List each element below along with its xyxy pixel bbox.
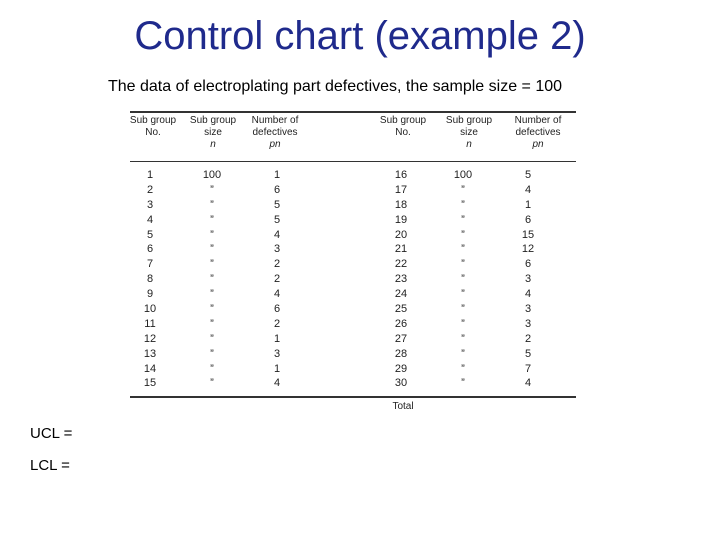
subgroup-no-cell: 7 [146, 258, 154, 271]
table-row [120, 242, 350, 257]
table-row [120, 347, 350, 362]
subgroup-size-cell: ” [210, 183, 214, 196]
table-row [371, 213, 601, 228]
subgroup-size-cell: ” [461, 213, 465, 226]
subgroup-no-cell: 27 [394, 332, 408, 345]
subgroup-no-cell: 3 [146, 198, 154, 211]
defectives-cell: 3 [524, 317, 532, 330]
subgroup-no-cell: 17 [394, 183, 408, 196]
table-row [371, 168, 601, 183]
table-left-half [120, 168, 350, 391]
table-row [120, 272, 350, 287]
subgroup-no-cell: 4 [146, 213, 154, 226]
subgroup-size-cell: ” [461, 228, 465, 241]
subgroup-size-cell: ” [210, 332, 214, 345]
defectives-cell: 4 [524, 377, 532, 390]
subgroup-no-cell: 20 [394, 228, 408, 241]
header-defectives-right: Number of defectives pn [514, 115, 562, 150]
table-row [371, 272, 601, 287]
subgroup-no-cell: 18 [394, 198, 408, 211]
subgroup-size-cell: ” [461, 273, 465, 286]
header-subgroup-no: Sub group No. [129, 115, 177, 138]
table-row [120, 168, 350, 183]
lcl-label: LCL = [30, 457, 70, 474]
table-row [120, 213, 350, 228]
subgroup-no-cell: 15 [143, 377, 157, 390]
defectives-cell: 3 [524, 273, 532, 286]
defectives-cell: 1 [273, 169, 281, 181]
defectives-cell: 5 [273, 213, 281, 226]
defectives-cell: 12 [521, 243, 535, 256]
ucl-label: UCL = [30, 425, 73, 442]
subgroup-size-cell: ” [210, 362, 214, 375]
subgroup-size-cell: 100 [453, 169, 473, 181]
subgroup-size-cell: 100 [202, 169, 222, 181]
subgroup-size-cell: ” [210, 198, 214, 211]
table-row [120, 183, 350, 198]
defectives-cell: 4 [273, 377, 281, 390]
subgroup-no-cell: 23 [394, 273, 408, 286]
table-row [371, 228, 601, 243]
subgroup-size-cell: ” [461, 332, 465, 345]
defectives-cell: 1 [273, 362, 281, 375]
total-label: Total [392, 401, 414, 412]
table-row [371, 317, 601, 332]
subgroup-no-cell: 28 [394, 347, 408, 360]
subgroup-size-cell: ” [461, 243, 465, 256]
subgroup-no-cell: 8 [146, 273, 154, 286]
defectives-cell: 1 [273, 332, 281, 345]
subgroup-no-cell: 10 [143, 303, 157, 316]
defectives-cell: 3 [273, 243, 281, 256]
page-subtitle: The data of electroplating part defectives, the sample size = 100 [107, 78, 563, 95]
defectives-table [118, 108, 578, 418]
defectives-cell: 2 [273, 317, 281, 330]
table-row [371, 198, 601, 213]
subgroup-size-cell: ” [210, 273, 214, 286]
table-row [371, 183, 601, 198]
subgroup-size-cell: ” [210, 377, 214, 390]
table-row [371, 302, 601, 317]
table-row [120, 287, 350, 302]
subgroup-size-cell: ” [210, 288, 214, 301]
defectives-cell: 6 [273, 183, 281, 196]
table-header-rule [130, 161, 576, 162]
defectives-cell: 4 [273, 228, 281, 241]
subgroup-no-cell: 26 [394, 317, 408, 330]
table-row [120, 257, 350, 272]
defectives-cell: 2 [273, 258, 281, 271]
header-defectives: Number of defectives pn [251, 115, 299, 150]
table-row [120, 198, 350, 213]
subgroup-no-cell: 13 [143, 347, 157, 360]
table-row [120, 302, 350, 317]
subgroup-size-cell: ” [461, 198, 465, 211]
subgroup-no-cell: 30 [394, 377, 408, 390]
table-row [120, 376, 350, 391]
table-bottom-rule [130, 396, 576, 398]
table-row [371, 257, 601, 272]
defectives-cell: 2 [273, 273, 281, 286]
subgroup-size-cell: ” [210, 243, 214, 256]
table-row [120, 317, 350, 332]
subgroup-no-cell: 11 [144, 317, 156, 330]
defectives-cell: 15 [521, 228, 535, 241]
subgroup-size-cell: ” [461, 258, 465, 271]
defectives-cell: 1 [524, 198, 532, 211]
subgroup-no-cell: 29 [394, 362, 408, 375]
subgroup-no-cell: 14 [143, 362, 157, 375]
header-subgroup-no-right: Sub group No. [379, 115, 427, 138]
defectives-cell: 6 [273, 303, 281, 316]
subgroup-no-cell: 21 [394, 243, 408, 256]
subgroup-size-cell: ” [461, 183, 465, 196]
defectives-cell: 5 [273, 198, 281, 211]
subgroup-no-cell: 6 [146, 243, 154, 256]
table-row [371, 347, 601, 362]
subgroup-size-cell: ” [210, 228, 214, 241]
subgroup-no-cell: 12 [143, 332, 157, 345]
subgroup-no-cell: 25 [394, 303, 408, 316]
table-row [371, 332, 601, 347]
subgroup-no-cell: 5 [146, 228, 154, 241]
subgroup-no-cell: 19 [394, 213, 408, 226]
table-row [371, 242, 601, 257]
subgroup-no-cell: 1 [146, 169, 154, 181]
subgroup-size-cell: ” [461, 303, 465, 316]
table-right-half [371, 168, 601, 391]
subgroup-no-cell: 24 [394, 288, 408, 301]
table-row [371, 376, 601, 391]
defectives-cell: 6 [524, 258, 532, 271]
table-row [371, 362, 601, 377]
defectives-cell: 5 [524, 347, 532, 360]
subgroup-size-cell: ” [210, 213, 214, 226]
defectives-cell: 5 [524, 169, 532, 181]
table-top-rule [130, 111, 576, 113]
subgroup-size-cell: ” [461, 317, 465, 330]
defectives-cell: 6 [524, 213, 532, 226]
subgroup-size-cell: ” [210, 303, 214, 316]
defectives-cell: 7 [524, 362, 532, 375]
defectives-cell: 4 [524, 288, 532, 301]
table-row [120, 362, 350, 377]
defectives-cell: 4 [273, 288, 281, 301]
subgroup-no-cell: 16 [394, 169, 408, 181]
subgroup-no-cell: 2 [146, 183, 154, 196]
page-title: Control chart (example 2) [134, 14, 586, 58]
table-row [371, 287, 601, 302]
header-subgroup-size: Sub group size n [189, 115, 237, 150]
subgroup-size-cell: ” [461, 288, 465, 301]
defectives-cell: 3 [524, 303, 532, 316]
subgroup-size-cell: ” [461, 362, 465, 375]
subgroup-size-cell: ” [461, 347, 465, 360]
table-row [120, 228, 350, 243]
subgroup-size-cell: ” [210, 317, 214, 330]
header-subgroup-size-right: Sub group size n [445, 115, 493, 150]
defectives-cell: 2 [524, 332, 532, 345]
defectives-cell: 3 [273, 347, 281, 360]
subgroup-size-cell: ” [210, 347, 214, 360]
subgroup-no-cell: 22 [394, 258, 408, 271]
subgroup-no-cell: 9 [146, 288, 154, 301]
table-row [120, 332, 350, 347]
subgroup-size-cell: ” [210, 258, 214, 271]
subgroup-size-cell: ” [461, 377, 465, 390]
defectives-cell: 4 [524, 183, 532, 196]
